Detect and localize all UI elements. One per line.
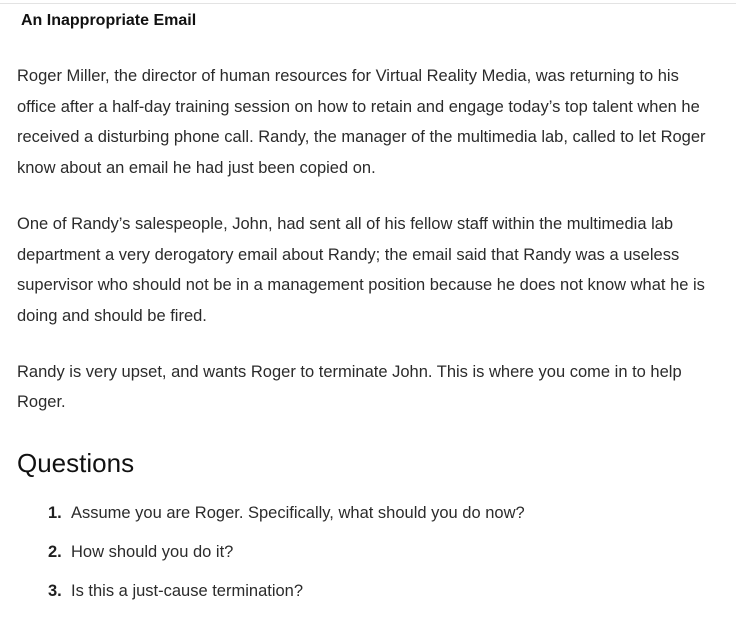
paragraph-2: One of Randy’s salespeople, John, had sent all of his fellow staff within the multimedia lab department a very derogatory email about Randy; the email said that Randy was a useless supervisor who should not be in a management position because he does not know what he is doing and should be fired.	[17, 214, 705, 325]
question-number: 1.	[48, 504, 62, 522]
case-title: An Inappropriate Email	[21, 12, 197, 29]
question-text: How should you do it?	[71, 543, 234, 561]
questions-heading: Questions	[17, 448, 135, 478]
question-number: 2.	[48, 543, 62, 561]
case-body	[17, 61, 707, 443]
question-text: Assume you are Roger. Specifically, what should you do now?	[71, 504, 525, 522]
paragraph-3: Randy is very upset, and wants Roger to terminate John. This is where you come in to help Roger.	[17, 362, 682, 412]
top-divider	[0, 3, 736, 4]
question-item	[48, 576, 525, 615]
question-item	[48, 537, 525, 576]
question-number: 3.	[48, 582, 62, 600]
question-text: Is this a just-cause termination?	[71, 582, 304, 600]
question-item	[48, 498, 525, 537]
paragraph-1: Roger Miller, the director of human resources for Virtual Reality Media, was returning to his office after a half-day training session on how to retain and engage today’s top talent when he received a disturbing phone call. Randy, the manager of the multimedia lab, called to let Roger know about an email he had just been copied on.	[17, 67, 706, 178]
questions-list	[48, 498, 525, 615]
